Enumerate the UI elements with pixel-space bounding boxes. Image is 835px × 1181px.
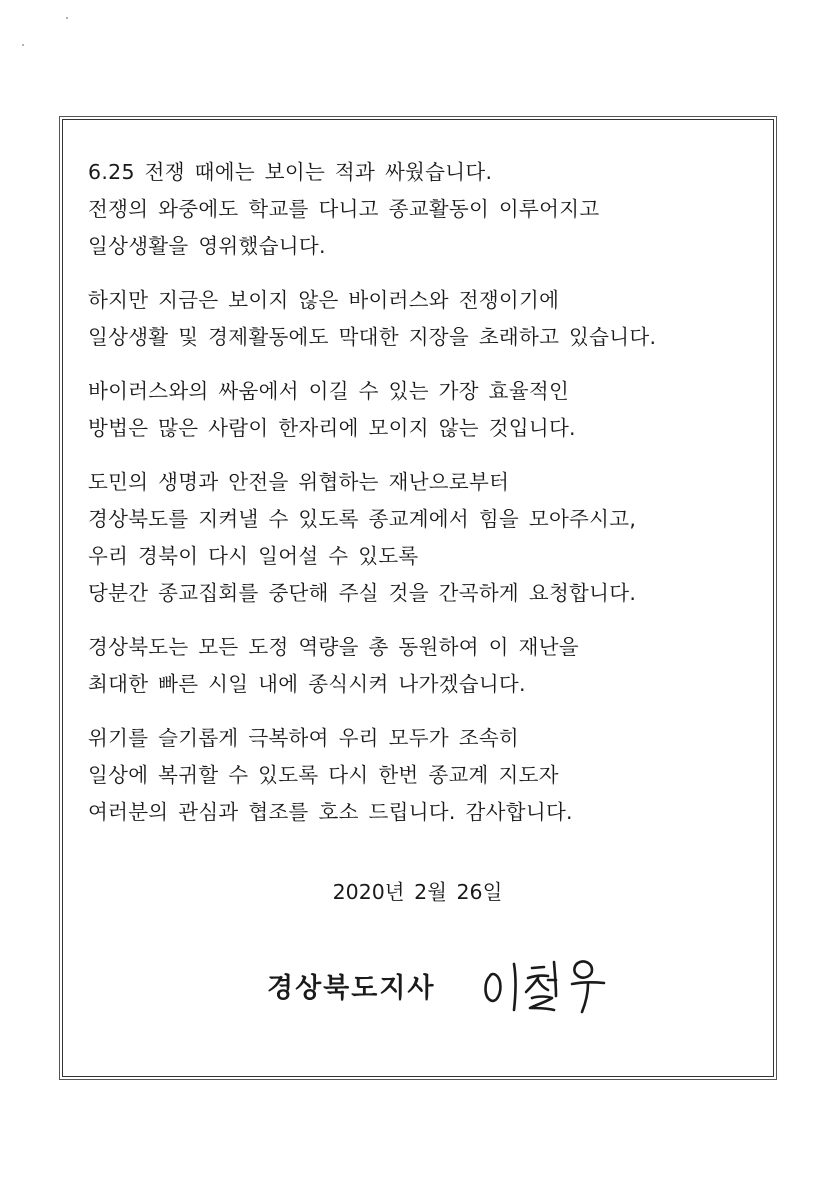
text-line: 최대한 빠른 시일 내에 종식시켜 나가겠습니다.: [88, 672, 526, 696]
text-line: 우리 경북이 다시 일어설 수 있도록: [88, 544, 419, 568]
text-line: 도민의 생명과 안전을 위협하는 재난으로부터: [88, 470, 510, 494]
paragraph: [88, 464, 764, 612]
text-line: 전쟁의 와중에도 학교를 다니고 종교활동이 이루어지고: [88, 197, 600, 221]
signature-block: [0, 950, 835, 1020]
text-line: 일상생활을 영위했습니다.: [88, 234, 326, 258]
paragraph: [88, 282, 764, 356]
text-line: 위기를 슬기롭게 극복하여 우리 모두가 조속히: [88, 726, 520, 750]
text-line: 당분간 종교집회를 중단해 주실 것을 간곡하게 요청합니다.: [88, 581, 637, 605]
text-line: 경상북도를 지켜낼 수 있도록 종교계에서 힘을 모아주시고,: [88, 507, 637, 531]
text-line: 여러분의 관심과 협조를 호소 드립니다. 감사합니다.: [88, 800, 573, 824]
text-line: 하지만 지금은 보이지 않은 바이러스와 전쟁이기에: [88, 288, 560, 312]
letter-body: [88, 154, 764, 848]
text-line: 방법은 많은 사람이 한자리에 모이지 않는 것입니다.: [88, 416, 576, 440]
text-line: 바이러스와의 싸움에서 이길 수 있는 가장 효율적인: [88, 379, 570, 403]
paragraph: [88, 154, 764, 265]
text-line: 6.25 전쟁 때에는 보이는 적과 싸웠습니다.: [88, 160, 493, 184]
scan-speck: [22, 44, 24, 46]
scan-speck: [66, 17, 68, 19]
text-line: 일상생활 및 경제활동에도 막대한 지장을 초래하고 있습니다.: [88, 325, 657, 349]
paragraph: [88, 373, 764, 447]
signer-title: 경상북도지사: [267, 973, 436, 1004]
paragraph: [88, 629, 764, 703]
handwritten-signature: [476, 950, 626, 1016]
text-line: 경상북도는 모든 도정 역량을 총 동원하여 이 재난을: [88, 635, 579, 659]
paragraph: [88, 720, 764, 831]
letter-date: 2020년 2월 26일: [332, 880, 503, 904]
text-line: 일상에 복귀할 수 있도록 다시 한번 종교계 지도자: [88, 763, 559, 787]
